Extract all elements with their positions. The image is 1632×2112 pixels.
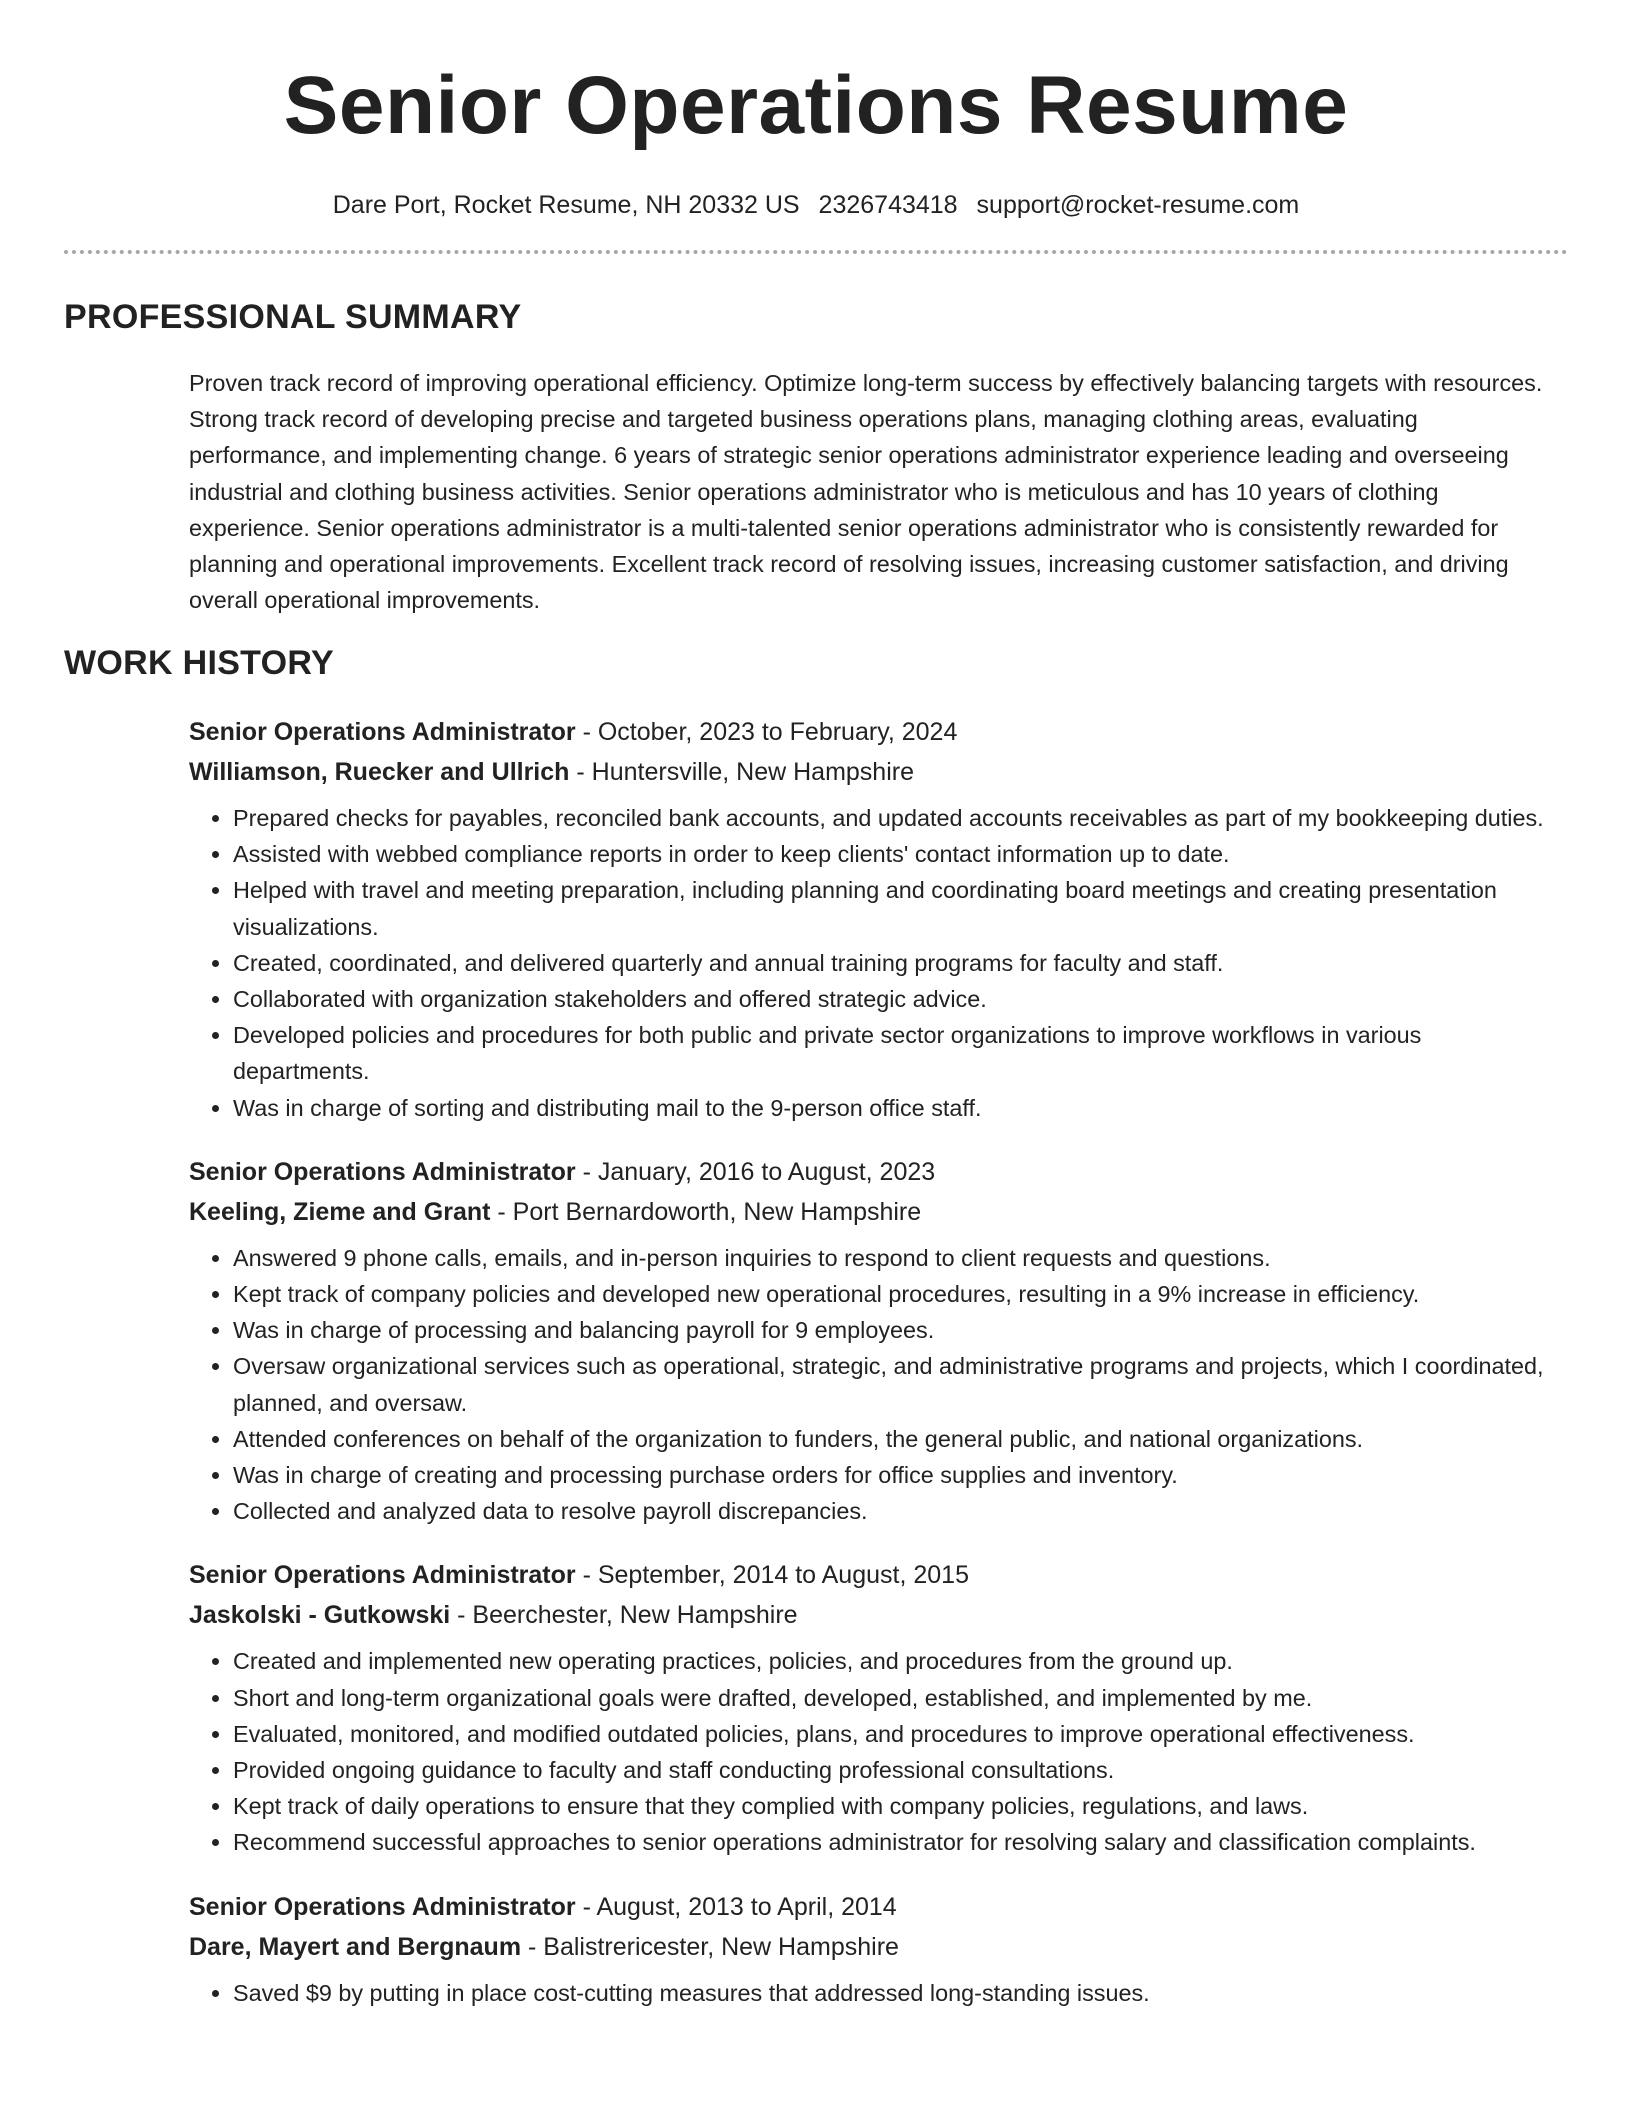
work-history-heading: WORK HISTORY (64, 644, 334, 682)
contact-address: Dare Port, Rocket Resume, NH 20332 US (332, 191, 800, 219)
job-location: - Port Bernardoworth, New Hampshire (490, 1197, 922, 1226)
job-title-line (189, 1555, 1569, 1595)
job-title: Senior Operations Administrator (189, 1892, 576, 1921)
job-entry (189, 1152, 1569, 1530)
contact-line (0, 189, 1632, 221)
job-duty-item: • Collected and analyzed data to resolve payroll discrepancies. (233, 1493, 1569, 1529)
job-company-line (189, 1595, 1569, 1635)
job-duties-list (189, 1240, 1569, 1530)
job-company: Keeling, Zieme and Grant (189, 1197, 491, 1226)
job-duty-item: • Created and implemented new operating practices, policies, and procedures from the ground up. (233, 1643, 1569, 1679)
summary-heading: PROFESSIONAL SUMMARY (64, 298, 522, 336)
job-title-line (189, 712, 1569, 752)
job-duties-list (189, 800, 1569, 1126)
job-duty-item: • Assisted with webbed compliance reports in order to keep clients' contact information up to date. (233, 836, 1569, 872)
resume-title: Senior Operations Resume (283, 60, 1349, 151)
job-duties-list (189, 1643, 1569, 1860)
job-title: Senior Operations Administrator (189, 718, 576, 746)
job-title: Senior Operations Administrator (189, 1157, 576, 1186)
job-title: Senior Operations Administrator (189, 1561, 576, 1590)
job-duty-item: • Provided ongoing guidance to faculty and staff conducting professional consultations. (233, 1752, 1569, 1788)
job-duty-item: • Developed policies and procedures for both public and private sector organizations to improve workflows in various departments. (233, 1017, 1569, 1089)
job-dates: - September, 2014 to August, 2015 (575, 1561, 969, 1590)
job-duty-item: • Saved $9 by putting in place cost-cutting measures that addressed long-standing issues. (233, 1975, 1569, 2011)
job-duty-item: • Kept track of daily operations to ensure that they complied with company policies, regulations, and laws. (233, 1788, 1569, 1824)
job-duty-item: • Oversaw organizational services such as operational, strategic, and administrative programs and projects, which I coordinated, planned, and oversaw. (233, 1348, 1569, 1420)
job-dates: - January, 2016 to August, 2023 (575, 1157, 936, 1186)
job-company: Dare, Mayert and Bergnaum (189, 1932, 522, 1961)
job-title-line (189, 1887, 1569, 1927)
job-entry (189, 712, 1569, 1126)
job-duty-item: • Recommend successful approaches to senior operations administrator for resolving salary and classification complaints. (233, 1824, 1569, 1860)
job-duty-item: • Attended conferences on behalf of the organization to funders, the general public, and national organizations. (233, 1421, 1569, 1457)
job-duties-list (189, 1975, 1569, 2011)
job-duty-item: • Prepared checks for payables, reconciled bank accounts, and updated accounts receivables as part of my bookkeeping duties. (233, 800, 1569, 836)
job-title-line (189, 1152, 1569, 1192)
job-dates: - August, 2013 to April, 2014 (575, 1892, 897, 1921)
job-company: Jaskolski - Gutkowski (189, 1601, 451, 1630)
job-location: - Huntersville, New Hampshire (569, 758, 914, 786)
job-duty-item: • Was in charge of processing and balancing payroll for 9 employees. (233, 1312, 1569, 1348)
job-company-line (189, 752, 1569, 792)
job-duty-item: • Short and long-term organizational goals were drafted, developed, established, and implemented by me. (233, 1680, 1569, 1716)
job-duty-item: • Was in charge of sorting and distributing mail to the 9-person office staff. (233, 1090, 1569, 1126)
job-duty-item: • Kept track of company policies and developed new operational procedures, resulting in a 9% increase in efficiency. (233, 1276, 1569, 1312)
job-duty-item: • Was in charge of creating and processing purchase orders for office supplies and inventory. (233, 1457, 1569, 1493)
job-location: - Beerchester, New Hampshire (450, 1601, 798, 1630)
job-duty-item: • Evaluated, monitored, and modified outdated policies, plans, and procedures to improve operational effectiveness. (233, 1716, 1569, 1752)
resume-header (0, 0, 1632, 221)
job-entry (189, 1555, 1569, 1860)
contact-phone: 2326743418 (818, 191, 958, 219)
work-history-list (189, 712, 1569, 2037)
job-company-line (189, 1192, 1569, 1232)
job-duty-item: • Answered 9 phone calls, emails, and in-person inquiries to respond to client requests and questions. (233, 1240, 1569, 1276)
contact-email: support@rocket-resume.com (976, 191, 1300, 219)
job-company-line (189, 1927, 1569, 1967)
job-duty-item: • Created, coordinated, and delivered quarterly and annual training programs for faculty and staff. (233, 945, 1569, 981)
header-divider (64, 250, 1568, 254)
job-duty-item: • Helped with travel and meeting preparation, including planning and coordinating board meetings and creating presentation visualizations. (233, 872, 1569, 944)
job-entry (189, 1887, 1569, 2011)
job-duty-item: • Collaborated with organization stakeholders and offered strategic advice. (233, 981, 1569, 1017)
summary-text: Proven track record of improving operational efficiency. Optimize long-term success by effectively balancing targets with resources. Strong track record of developing precise and targeted business operations plans, managing clothing areas, evaluating performance, and implementing change. 6 years of strategic senior operations administrator experience leading and overseeing industrial and clothing business activities. Senior operations administrator who is meticulous and has 10 years of clothing experience. Senior operations administrator is a multi-talented senior operations administrator who is consistently rewarded for planning and operational improvements. Excellent track record of resolving issues, increasing customer satisfaction, and driving overall operational improvements. (189, 370, 1543, 614)
job-location: - Balistrericester, New Hampshire (521, 1932, 899, 1961)
job-dates: - October, 2023 to February, 2024 (575, 718, 958, 746)
job-company: Williamson, Ruecker and Ullrich (189, 758, 570, 786)
